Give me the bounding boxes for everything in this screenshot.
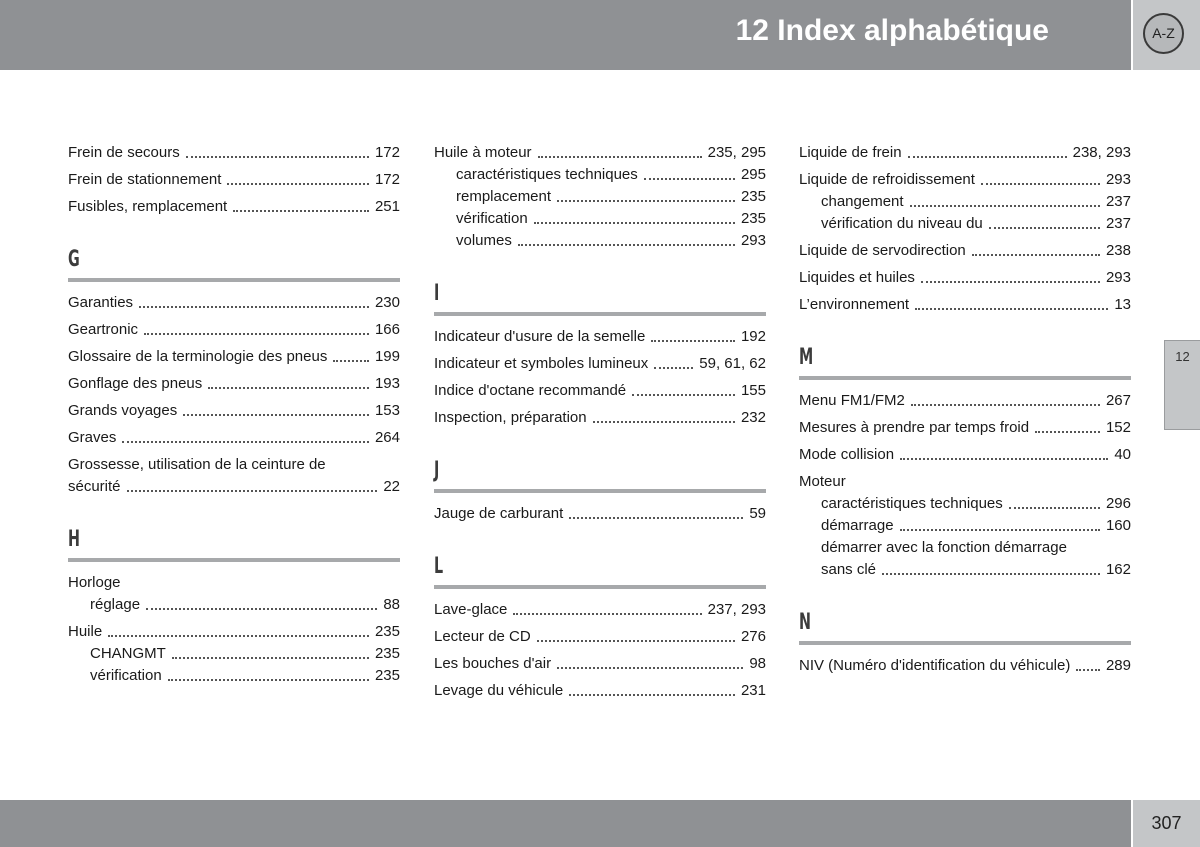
index-entry [434,142,766,252]
section-letter-heading: I [434,281,440,306]
section-letter-j [434,457,766,493]
page-reference[interactable]: 251 [374,198,400,215]
entry-text: Menu FM1/FM2 [799,392,905,409]
chapter-tab[interactable] [1164,340,1200,430]
index-entry-line[interactable] [799,444,1131,466]
dot-leader [1076,668,1100,671]
page-reference[interactable]: 296 [1105,495,1131,512]
dot-leader [644,177,735,180]
dot-leader [172,656,369,659]
entry-text: Indicateur et symboles lumineux [434,355,649,372]
entry-text: caractéristiques techniques [456,166,638,183]
page-reference[interactable]: 172 [374,171,400,188]
index-entry [68,169,400,191]
page-reference[interactable]: 231 [740,682,766,699]
section-letter-heading: J [434,458,440,483]
index-entry [434,599,766,621]
dot-leader [654,366,693,369]
index-entry [68,621,400,687]
dot-leader [534,221,735,224]
index-entry [434,353,766,375]
index-entry [799,267,1131,289]
index-subentry[interactable] [68,594,400,616]
page-reference[interactable]: 235 [740,210,766,227]
entry-text: vérification du niveau du [821,215,983,232]
dot-leader [233,209,369,212]
index-entry-line[interactable] [434,353,766,375]
section-letter-n [799,609,1131,645]
dot-leader [139,305,369,308]
entry-text: Garanties [68,294,134,311]
index-entry [68,142,400,164]
index-entry-line[interactable] [68,319,400,341]
dot-leader [882,572,1100,575]
section-letter-m [799,344,1131,380]
page-reference[interactable]: 235 [374,667,400,684]
entry-text: sécurité [68,478,121,495]
index-entry [799,169,1131,235]
dot-leader [108,634,369,637]
index-subentry[interactable] [434,230,766,252]
index-entry [799,390,1131,412]
az-tab [1133,0,1200,70]
page-reference[interactable]: 237 [1105,193,1131,210]
section-divider [434,489,766,493]
index-subentry[interactable] [799,191,1131,213]
entry-text: Huile à moteur [434,144,532,161]
page-reference[interactable]: 289 [1105,657,1131,674]
page-reference[interactable]: 235 [374,645,400,662]
entry-text: Les bouches d'air [434,655,552,672]
index-entry [68,572,400,616]
section-letter-heading: N [799,610,811,635]
index-entry-line[interactable] [799,142,1131,164]
index-entry [68,400,400,422]
index-subentry[interactable] [434,164,766,186]
index-column-1 [68,142,400,692]
page-reference[interactable]: 162 [1105,561,1131,578]
dot-leader [557,199,735,202]
dot-leader [538,155,702,158]
entry-text: L’environnement [799,296,910,313]
entry-text: Geartronic [68,321,139,338]
dot-leader [122,440,369,443]
index-entry [68,292,400,314]
page-reference[interactable]: 293 [1105,171,1131,188]
entry-text: Horloge [68,574,121,591]
dot-leader [911,403,1100,406]
index-entry [434,503,766,525]
dot-leader [1009,506,1100,509]
dot-leader [632,393,735,396]
entry-text: Liquide de refroidissement [799,171,975,188]
page-number: 307 [1151,813,1182,833]
entry-text: Grands voyages [68,402,178,419]
page-reference[interactable]: 192 [740,328,766,345]
index-subentry[interactable] [68,665,400,687]
dot-leader [569,693,735,696]
entry-text: Inspection, préparation [434,409,587,426]
entry-text: Huile [68,623,103,640]
page-number-box [1133,800,1200,847]
index-entry-line[interactable] [68,400,400,422]
entry-text: Moteur [799,473,846,490]
entry-text: caractéristiques techniques [821,495,1003,512]
entry-text: Liquide de servodirection [799,242,966,259]
page-title: 12 Index alphabétique [735,14,1049,47]
footer-band [0,800,1131,847]
section-letter-g [68,246,400,282]
index-entry [799,655,1131,677]
index-entry-line [68,572,400,594]
index-column-3 [799,142,1131,682]
entry-text: sans clé [821,561,877,578]
index-entry [799,294,1131,316]
index-entry-line[interactable] [68,427,400,449]
index-entry-line[interactable] [434,380,766,402]
index-entry [434,653,766,675]
dot-leader [168,678,369,681]
index-subentry[interactable] [434,186,766,208]
page-reference[interactable]: 238, 293 [1072,144,1131,161]
page-reference[interactable]: 155 [740,382,766,399]
section-divider [68,278,400,282]
entry-text: Glossaire de la terminologie des pneus [68,348,328,365]
section-letter-heading: M [799,345,814,370]
dot-leader [557,666,743,669]
page-reference[interactable]: 293 [1105,269,1131,286]
dot-leader [910,204,1100,207]
section-divider [799,376,1131,380]
index-column-2 [434,142,766,707]
index-subentry[interactable] [799,515,1131,537]
index-entry-line[interactable] [799,655,1131,677]
index-entry-line[interactable] [68,292,400,314]
index-entry [68,346,400,368]
entry-text: Frein de stationnement [68,171,222,188]
page-reference[interactable]: 172 [374,144,400,161]
index-entry [68,319,400,341]
index-entry-line[interactable] [68,346,400,368]
index-subentry[interactable] [68,643,400,665]
index-entry-line[interactable] [68,373,400,395]
entry-text: Lecteur de CD [434,628,531,645]
page-reference[interactable]: 193 [374,375,400,392]
header-band [0,0,1131,70]
index-subentry[interactable] [434,208,766,230]
section-divider [434,312,766,316]
index-entry [799,444,1131,466]
index-entry [434,326,766,348]
index-entry-line[interactable] [434,142,766,164]
dot-leader [183,413,369,416]
entry-text: démarrer avec la fonction démarrage [821,539,1067,556]
az-index-icon: A-Z [1143,13,1184,54]
index-subentry[interactable] [799,213,1131,235]
dot-leader [569,516,743,519]
entry-text: Indicateur d'usure de la semelle [434,328,646,345]
index-entry-line[interactable] [799,267,1131,289]
index-subentry[interactable] [799,493,1131,515]
index-entry [799,471,1131,581]
page-reference[interactable]: 153 [374,402,400,419]
dot-leader [900,528,1100,531]
entry-text: NIV (Numéro d'identification du véhicule) [799,657,1071,674]
index-entry [434,407,766,429]
page-reference[interactable]: 267 [1105,392,1131,409]
entry-text: Frein de secours [68,144,180,161]
index-entry [434,680,766,702]
index-entry-line[interactable] [434,626,766,648]
entry-text: démarrage [821,517,894,534]
page-reference[interactable]: 235, 295 [707,144,766,161]
section-divider [434,585,766,589]
page-reference[interactable]: 199 [374,348,400,365]
page-reference[interactable]: 98 [749,655,766,672]
dot-leader [593,420,735,423]
page-reference[interactable]: 13 [1114,296,1131,313]
dot-leader [981,182,1100,185]
section-letter-heading: H [68,527,80,552]
entry-text: Grossesse, utilisation de la ceinture de [68,456,326,473]
entry-text: Fusibles, remplacement [68,198,228,215]
section-letter-l [434,553,766,589]
section-divider [68,558,400,562]
dot-leader [900,457,1108,460]
entry-text: changement [821,193,904,210]
index-entry-line[interactable] [799,390,1131,412]
page-reference[interactable]: 40 [1114,446,1131,463]
entry-text: Liquides et huiles [799,269,915,286]
section-letter-h [68,526,400,562]
dot-leader [537,639,735,642]
entry-text: Levage du véhicule [434,682,564,699]
entry-text: volumes [456,232,512,249]
section-letter-heading: L [434,554,444,579]
entry-text: Indice d'octane recommandé [434,382,627,399]
index-entry-line[interactable] [799,169,1131,191]
page-reference[interactable]: 232 [740,409,766,426]
index-entry-line[interactable] [434,407,766,429]
index-entry [68,373,400,395]
index-entry-line [799,471,1131,493]
dot-leader [651,339,735,342]
dot-leader [146,607,377,610]
entry-text: vérification [456,210,528,227]
entry-text: Liquide de frein [799,144,902,161]
section-divider [799,641,1131,645]
dot-leader [227,182,369,185]
page-reference[interactable]: 293 [740,232,766,249]
dot-leader [518,243,735,246]
index-entry-line[interactable] [434,653,766,675]
index-entry [799,240,1131,262]
page-reference[interactable]: 237, 293 [707,601,766,618]
entry-text: Mode collision [799,446,895,463]
page-reference[interactable]: 230 [374,294,400,311]
page-reference[interactable]: 22 [383,478,400,495]
entry-text: vérification [90,667,162,684]
page-reference[interactable]: 235 [740,188,766,205]
dot-leader [186,155,369,158]
dot-leader [144,332,369,335]
chapter-tab-label: 12 [1175,349,1190,364]
index-entry-line [68,454,400,476]
page-reference[interactable]: 160 [1105,517,1131,534]
page-reference[interactable]: 264 [374,429,400,446]
index-entry [799,417,1131,439]
index-entry [434,380,766,402]
entry-text: remplacement [456,188,552,205]
index-entry-line[interactable] [799,294,1131,316]
index-entry [799,142,1131,164]
page-reference[interactable]: 59 [749,505,766,522]
page-reference[interactable]: 59, 61, 62 [699,355,766,372]
index-entry-line[interactable] [799,417,1131,439]
dot-leader [908,155,1067,158]
page-reference[interactable]: 235 [374,623,400,640]
page-reference[interactable]: 88 [383,596,400,613]
dot-leader [127,489,378,492]
dot-leader [208,386,369,389]
entry-text: Graves [68,429,117,446]
entry-text: Mesures à prendre par temps froid [799,419,1030,436]
entry-text: CHANGMT [90,645,166,662]
index-entry-line[interactable] [68,621,400,643]
entry-text: réglage [90,596,141,613]
dot-leader [921,280,1100,283]
page-reference[interactable]: 152 [1105,419,1131,436]
section-letter-i [434,280,766,316]
entry-text: Lave-glace [434,601,508,618]
page-reference[interactable]: 276 [740,628,766,645]
dot-leader [1035,430,1100,433]
page-reference[interactable]: 295 [740,166,766,183]
page-reference[interactable]: 238 [1105,242,1131,259]
dot-leader [513,612,701,615]
dot-leader [915,307,1108,310]
index-entry-line[interactable] [68,476,400,498]
dot-leader [989,226,1100,229]
index-entry [434,626,766,648]
index-entry-line[interactable] [434,326,766,348]
index-entry-line[interactable] [434,599,766,621]
index-entry-line[interactable] [68,169,400,191]
entry-text: Jauge de carburant [434,505,564,522]
index-entry-line[interactable] [434,680,766,702]
index-entry-line[interactable] [68,142,400,164]
index-entry [68,196,400,218]
dot-leader [333,359,369,362]
index-entry-line[interactable] [799,240,1131,262]
page-reference[interactable]: 237 [1105,215,1131,232]
index-entry-line[interactable] [68,196,400,218]
index-entry [68,454,400,498]
index-entry-line[interactable] [434,503,766,525]
index-subentry[interactable] [799,559,1131,581]
index-entry [68,427,400,449]
index-subentry [799,537,1131,559]
entry-text: Gonflage des pneus [68,375,203,392]
page-reference[interactable]: 166 [374,321,400,338]
dot-leader [972,253,1100,256]
section-letter-heading: G [68,247,80,272]
